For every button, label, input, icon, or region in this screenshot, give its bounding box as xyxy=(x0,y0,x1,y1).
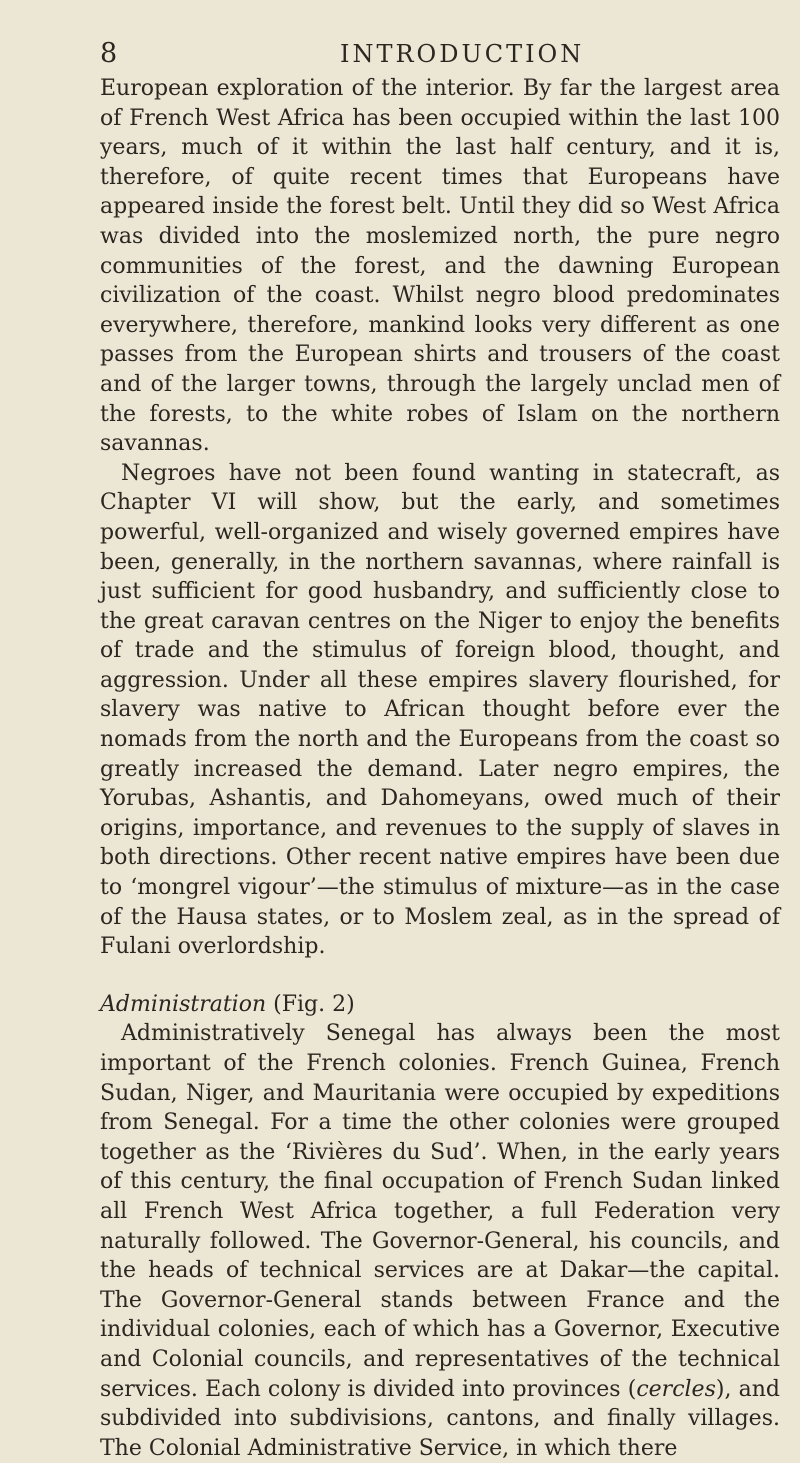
section-heading-figure-ref: (Fig. 2) xyxy=(266,991,355,1017)
paragraph-exploration: European exploration of the interior. By far the largest area of French West Africa has been occupied within the last 100 years, much of it within the last half century, and it is, therefore, of quite recent times that Europeans have appeared inside the forest belt. Until they did so West Africa was divided into the moslemized north, the pure negro communities of the forest, and the dawning European civilization of the coast. Whilst negro blood predominates everywhere, therefore, mankind looks very different as one passes from the European shirts and trousers of the coast and of the larger towns, through the largely unclad men of the forests, to the white robes of Islam on the northern savannas. xyxy=(100,76,780,457)
section-heading-administration xyxy=(100,990,780,1020)
paragraph-administration-part-2: ), and subdivided into subdivisions, cantons, and finally villages. The Colonial Administrative Service, in which there xyxy=(100,1376,780,1461)
paragraph-administration xyxy=(100,1019,780,1463)
running-head xyxy=(100,34,780,74)
paragraph-administration-italic-term: cercles xyxy=(636,1376,716,1402)
running-head-title: INTRODUCTION xyxy=(340,40,585,68)
paragraph-administration-part-1: Administratively Senegal has always been the most important of the French colonies. French Guinea, French Sudan, Niger, and Mauritania were occupied by expeditions from Senegal. For a time the other colonies were grouped together as the ‘Rivières du Sud’. When, in the early years of this century, the final occupation of French Sudan linked all French West Africa together, a full Federation very naturally followed. The Governor-General, his councils, and the heads of technical services are at Dakar—the capital. The Governor-General stands between France and the individual colonies, each of which has a Governor, Executive and Colonial councils, and representatives of the technical services. Each colony is divided into provinces ( xyxy=(100,1021,780,1402)
page-number: 8 xyxy=(100,38,118,69)
body-text xyxy=(100,74,780,1463)
paragraph-negro-empires: Negroes have not been found wanting in statecraft, as Chapter VI will show, but the early, and sometimes powerful, well-organized and wisely governed empires have been, generally, in the northern savannas, where rainfall is just sufficient for good husbandry, and sufficiently close to the great caravan centres on the Niger to enjoy the benefits of trade and the stimulus of foreign blood, thought, and aggression. Under all these empires slavery flourished, for slavery was native to African thought before ever the nomads from the north and the Europeans from the coast so greatly increased the demand. Later negro empires, the Yorubas, Ashantis, and Dahomeyans, owed much of their origins, importance, and revenues to the supply of slaves in both directions. Other recent native empires have been due to ‘mongrel vigour’—the stimulus of mixture—as in the case of the Hausa states, or to Moslem zeal, as in the spread of Fulani overlordship. xyxy=(100,460,780,960)
section-heading-text: Administration xyxy=(100,991,267,1017)
